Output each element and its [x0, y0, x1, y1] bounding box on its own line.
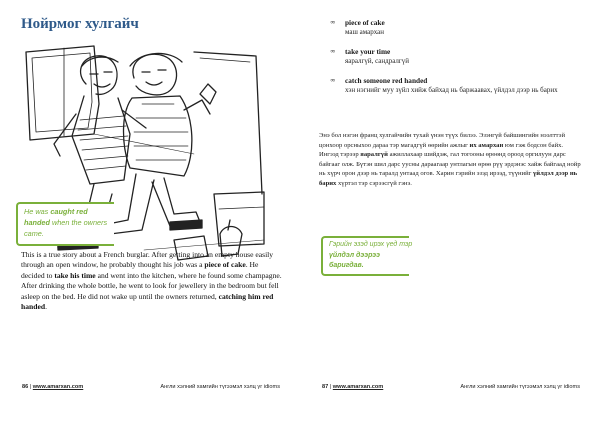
translation-text: юм гэж бодсон байх. Ингээд тэрээр [319, 141, 564, 159]
vocab-term: piece of cake [345, 18, 385, 27]
caption-post: when the owners came. [24, 218, 108, 238]
translation-text: ажиллахаар шийдэж, гал тогооны өрөөнд ороод оргилуун дарс байгааг олж. Бүтэн шил дарс уусны дараагаар унтлагын өрөө рүү эрдэнэс хайж байгаад нойр нь хүрч орон дээр нь таралд унтаад огов. Харин гэрийн эзэд ирээд, түүнийг [319, 151, 581, 178]
story-text: and went into the kitchen, where he found some champagne. After drinking the whole bottle, he went to look for jewellery in the bedroom but fell asleep on the bed. He did not wake up until the owners returned, [21, 270, 282, 301]
footer-separator: | [28, 384, 33, 390]
caption-text [24, 206, 114, 239]
right-page [300, 0, 600, 423]
translation-paragraph [319, 131, 582, 189]
vocab-item [330, 47, 590, 66]
mn-caption-idiom: үйлдэл дээрээ баригдав. [329, 251, 380, 269]
translation-idiom: яаралгүй [360, 151, 388, 159]
caption-pre: He was [24, 207, 51, 216]
vocab-item [330, 18, 590, 37]
footer-left [322, 384, 383, 390]
story-text: . [45, 302, 47, 312]
website-link[interactable]: www.amarxan.com [332, 384, 384, 390]
vocab-meaning: яаралгүй, сандралгүй [345, 56, 409, 65]
vocab-item [330, 76, 590, 95]
page-title: Нойрмог хулгайч [21, 16, 139, 32]
website-link[interactable]: www.amarxan.com [32, 384, 84, 390]
story-text: . He decided to [21, 260, 259, 280]
story-idiom: take his time [54, 270, 96, 280]
infinity-bullet-icon: ∞ [330, 47, 336, 55]
footer-left [22, 384, 83, 390]
mn-caption-pre: Гэрийн эзэд ирэх үед тэр [329, 241, 413, 248]
vocab-term: take your time [345, 47, 391, 56]
vocab-meaning: хэн нэгнийг муу зүйл хийж байхад нь баржаавах, үйлдэл дээр нь барих [345, 85, 558, 94]
book-title: Англи хэлний хамгийн түгээмэл хэлц үг idioms [460, 384, 580, 390]
page-number: 87 [322, 384, 329, 390]
translation-idiom: их амархан [469, 141, 504, 149]
story-idiom: piece of cake [204, 260, 246, 270]
footer-separator: | [328, 384, 333, 390]
translation-text: хүртэл тэр сэрээсгүй гэнэ. [336, 179, 412, 187]
story-paragraph [21, 250, 283, 312]
vocabulary-list [330, 18, 590, 105]
page-number: 86 [22, 384, 29, 390]
right-footer [322, 384, 580, 390]
translation-idiom: үйлдэл дээр нь барих [319, 170, 578, 187]
vocab-meaning: маш амархан [345, 27, 384, 36]
left-footer [22, 384, 280, 390]
story-idiom: catching him red handed [21, 291, 274, 312]
mongolian-caption-text [329, 240, 413, 272]
infinity-bullet-icon: ∞ [330, 18, 336, 26]
story-text: This is a true story about a French burglar. After getting into an empty house easily through an open window, he probably thought his job was a [21, 250, 274, 270]
mongolian-caption [321, 236, 413, 276]
caption-idiom: caught red handed [24, 207, 88, 227]
illustration-caption [16, 202, 114, 246]
book-title: Англи хэлний хамгийн түгээмэл хэлц үг idioms [160, 384, 280, 390]
translation-text: Энэ бол нэгэн франц хулгайчийн тухай үнэн түүх билээ. Эзэнгүй байшингийн нээлттэй цонхоор орсныхоо дараа тэр магадгүй өөрийн ажлыг [319, 132, 566, 149]
infinity-bullet-icon: ∞ [330, 76, 336, 84]
vocab-term: catch someone red handed [345, 76, 428, 85]
